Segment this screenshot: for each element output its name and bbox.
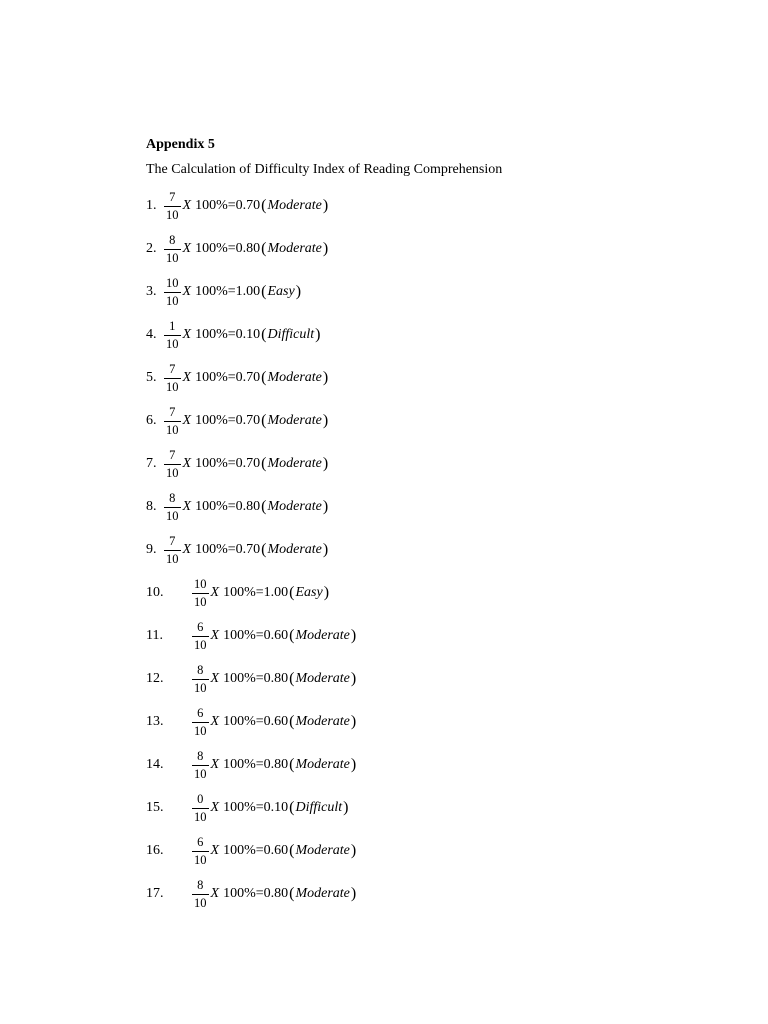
fraction bbox=[164, 191, 181, 221]
denominator: 10 bbox=[194, 680, 207, 695]
hundred: 100 bbox=[223, 757, 245, 772]
close-paren: ) bbox=[295, 283, 302, 300]
equation bbox=[192, 616, 357, 656]
result-value: 0.80 bbox=[263, 886, 289, 901]
difficulty-label: Moderate bbox=[295, 714, 350, 729]
result-value: 0.70 bbox=[235, 413, 261, 428]
calculation-row bbox=[0, 358, 768, 398]
fraction bbox=[192, 621, 209, 651]
numerator: 8 bbox=[197, 749, 204, 763]
hundred: 100 bbox=[195, 499, 217, 514]
denominator: 10 bbox=[194, 852, 207, 867]
calculation-row bbox=[0, 315, 768, 355]
hundred: 100 bbox=[195, 284, 217, 299]
open-paren: ( bbox=[261, 369, 267, 386]
open-paren: ( bbox=[289, 885, 295, 902]
open-paren: ( bbox=[289, 713, 295, 730]
percent-sign: % bbox=[244, 800, 256, 815]
times-symbol: X bbox=[182, 413, 192, 428]
fraction bbox=[164, 492, 181, 522]
appendix-heading: Appendix 5 bbox=[146, 137, 215, 152]
equals-sign: = bbox=[255, 585, 264, 600]
equals-sign: = bbox=[255, 886, 264, 901]
numerator: 7 bbox=[169, 190, 176, 204]
percent-sign: % bbox=[216, 413, 228, 428]
equation bbox=[164, 358, 329, 398]
equation bbox=[164, 530, 329, 570]
open-paren: ( bbox=[261, 283, 267, 300]
percent-sign: % bbox=[244, 886, 256, 901]
numerator: 10 bbox=[166, 276, 179, 290]
calculation-row bbox=[0, 788, 768, 828]
hundred: 100 bbox=[223, 628, 245, 643]
hundred: 100 bbox=[195, 542, 217, 557]
item-number: 9. bbox=[146, 542, 157, 557]
fraction bbox=[164, 406, 181, 436]
difficulty-label: Difficult bbox=[295, 800, 343, 815]
hundred: 100 bbox=[223, 800, 245, 815]
result-value: 0.80 bbox=[263, 671, 289, 686]
close-paren: ) bbox=[322, 412, 329, 429]
calculation-row bbox=[0, 616, 768, 656]
times-symbol: X bbox=[210, 671, 220, 686]
result-value: 0.10 bbox=[235, 327, 261, 342]
equation bbox=[192, 702, 357, 742]
percent-sign: % bbox=[216, 542, 228, 557]
open-paren: ( bbox=[261, 498, 267, 515]
numerator: 8 bbox=[169, 491, 176, 505]
times-symbol: X bbox=[210, 585, 220, 600]
calculation-row bbox=[0, 874, 768, 914]
hundred: 100 bbox=[195, 241, 217, 256]
calculation-row bbox=[0, 573, 768, 613]
percent-sign: % bbox=[216, 198, 228, 213]
close-paren: ) bbox=[315, 326, 321, 343]
calculation-row bbox=[0, 444, 768, 484]
close-paren: ) bbox=[350, 885, 357, 902]
times-symbol: X bbox=[210, 757, 220, 772]
hundred: 100 bbox=[195, 198, 217, 213]
equation bbox=[164, 487, 329, 527]
equation bbox=[192, 788, 349, 828]
calculation-row bbox=[0, 702, 768, 742]
denominator: 10 bbox=[194, 594, 207, 609]
hundred: 100 bbox=[223, 671, 245, 686]
numerator: 10 bbox=[194, 577, 207, 591]
difficulty-label: Moderate bbox=[267, 456, 322, 471]
calculation-row bbox=[0, 530, 768, 570]
open-paren: ( bbox=[289, 842, 295, 859]
times-symbol: X bbox=[182, 198, 192, 213]
percent-sign: % bbox=[216, 499, 228, 514]
equation bbox=[164, 272, 302, 312]
item-number: 8. bbox=[146, 499, 157, 514]
denominator: 10 bbox=[194, 723, 207, 738]
open-paren: ( bbox=[289, 756, 295, 773]
hundred: 100 bbox=[223, 585, 245, 600]
hundred: 100 bbox=[195, 327, 217, 342]
denominator: 10 bbox=[194, 637, 207, 652]
hundred: 100 bbox=[195, 413, 217, 428]
denominator: 10 bbox=[166, 465, 179, 480]
numerator: 0 bbox=[197, 792, 204, 806]
hundred: 100 bbox=[195, 456, 217, 471]
calculation-row bbox=[0, 745, 768, 785]
open-paren: ( bbox=[261, 197, 267, 214]
result-value: 0.60 bbox=[263, 843, 289, 858]
result-value: 0.80 bbox=[235, 499, 261, 514]
difficulty-label: Moderate bbox=[267, 241, 322, 256]
denominator: 10 bbox=[166, 336, 179, 351]
difficulty-label: Easy bbox=[295, 585, 323, 600]
denominator: 10 bbox=[166, 250, 179, 265]
calculation-row bbox=[0, 401, 768, 441]
numerator: 7 bbox=[169, 362, 176, 376]
percent-sign: % bbox=[244, 585, 256, 600]
fraction bbox=[192, 793, 209, 823]
item-number: 13. bbox=[146, 714, 164, 729]
close-paren: ) bbox=[322, 541, 329, 558]
denominator: 10 bbox=[194, 809, 207, 824]
fraction bbox=[192, 879, 209, 909]
result-value: 0.60 bbox=[263, 714, 289, 729]
fraction bbox=[164, 320, 181, 350]
item-number: 6. bbox=[146, 413, 157, 428]
hundred: 100 bbox=[223, 886, 245, 901]
percent-sign: % bbox=[216, 456, 228, 471]
close-paren: ) bbox=[322, 197, 329, 214]
denominator: 10 bbox=[166, 207, 179, 222]
times-symbol: X bbox=[210, 628, 220, 643]
result-value: 1.00 bbox=[235, 284, 261, 299]
times-symbol: X bbox=[210, 886, 220, 901]
percent-sign: % bbox=[244, 843, 256, 858]
times-symbol: X bbox=[210, 843, 220, 858]
numerator: 7 bbox=[169, 534, 176, 548]
result-value: 0.10 bbox=[263, 800, 289, 815]
numerator: 7 bbox=[169, 448, 176, 462]
times-symbol: X bbox=[210, 714, 220, 729]
item-number: 3. bbox=[146, 284, 157, 299]
equals-sign: = bbox=[255, 671, 264, 686]
fraction bbox=[192, 664, 209, 694]
fraction bbox=[192, 578, 209, 608]
fraction bbox=[164, 234, 181, 264]
percent-sign: % bbox=[244, 757, 256, 772]
equation bbox=[192, 745, 357, 785]
equation bbox=[164, 229, 329, 269]
equation bbox=[192, 659, 357, 699]
difficulty-label: Easy bbox=[267, 284, 295, 299]
close-paren: ) bbox=[350, 670, 357, 687]
equals-sign: = bbox=[227, 370, 236, 385]
denominator: 10 bbox=[194, 895, 207, 910]
item-number: 2. bbox=[146, 241, 157, 256]
close-paren: ) bbox=[350, 713, 357, 730]
open-paren: ( bbox=[261, 240, 267, 257]
equals-sign: = bbox=[255, 628, 264, 643]
fraction bbox=[164, 449, 181, 479]
percent-sign: % bbox=[216, 284, 228, 299]
fraction bbox=[192, 836, 209, 866]
fraction bbox=[164, 277, 181, 307]
difficulty-label: Moderate bbox=[295, 886, 350, 901]
fraction bbox=[164, 363, 181, 393]
result-value: 1.00 bbox=[263, 585, 289, 600]
equation bbox=[164, 444, 329, 484]
calculation-row bbox=[0, 659, 768, 699]
percent-sign: % bbox=[244, 628, 256, 643]
item-number: 10. bbox=[146, 585, 164, 600]
fraction bbox=[164, 535, 181, 565]
denominator: 10 bbox=[166, 508, 179, 523]
denominator: 10 bbox=[166, 551, 179, 566]
result-value: 0.70 bbox=[235, 456, 261, 471]
numerator: 6 bbox=[197, 620, 204, 634]
denominator: 10 bbox=[166, 422, 179, 437]
numerator: 1 bbox=[169, 319, 176, 333]
difficulty-label: Moderate bbox=[295, 757, 350, 772]
result-value: 0.80 bbox=[263, 757, 289, 772]
result-value: 0.70 bbox=[235, 542, 261, 557]
close-paren: ) bbox=[343, 799, 349, 816]
difficulty-label: Moderate bbox=[267, 198, 322, 213]
equation bbox=[192, 573, 330, 613]
numerator: 8 bbox=[169, 233, 176, 247]
item-number: 14. bbox=[146, 757, 164, 772]
calculation-row bbox=[0, 272, 768, 312]
times-symbol: X bbox=[182, 499, 192, 514]
difficulty-label: Moderate bbox=[295, 843, 350, 858]
open-paren: ( bbox=[261, 541, 267, 558]
appendix-subheading: The Calculation of Difficulty Index of Reading Comprehension bbox=[146, 162, 503, 177]
item-number: 12. bbox=[146, 671, 164, 686]
times-symbol: X bbox=[182, 327, 192, 342]
difficulty-label: Moderate bbox=[267, 499, 322, 514]
times-symbol: X bbox=[182, 370, 192, 385]
equals-sign: = bbox=[227, 542, 236, 557]
item-number: 17. bbox=[146, 886, 164, 901]
result-value: 0.80 bbox=[235, 241, 261, 256]
close-paren: ) bbox=[322, 455, 329, 472]
times-symbol: X bbox=[182, 284, 192, 299]
item-number: 7. bbox=[146, 456, 157, 471]
times-symbol: X bbox=[182, 241, 192, 256]
item-number: 11. bbox=[146, 628, 163, 643]
denominator: 10 bbox=[194, 766, 207, 781]
percent-sign: % bbox=[216, 370, 228, 385]
numerator: 8 bbox=[197, 878, 204, 892]
open-paren: ( bbox=[289, 627, 295, 644]
equals-sign: = bbox=[255, 800, 264, 815]
difficulty-label: Moderate bbox=[267, 370, 322, 385]
equals-sign: = bbox=[227, 284, 236, 299]
hundred: 100 bbox=[195, 370, 217, 385]
equation bbox=[164, 401, 329, 441]
open-paren: ( bbox=[261, 326, 267, 343]
item-number: 1. bbox=[146, 198, 157, 213]
item-number: 5. bbox=[146, 370, 157, 385]
item-number: 4. bbox=[146, 327, 157, 342]
open-paren: ( bbox=[289, 799, 295, 816]
result-value: 0.70 bbox=[235, 370, 261, 385]
open-paren: ( bbox=[261, 412, 267, 429]
times-symbol: X bbox=[210, 800, 220, 815]
denominator: 10 bbox=[166, 293, 179, 308]
difficulty-label: Difficult bbox=[267, 327, 315, 342]
hundred: 100 bbox=[223, 843, 245, 858]
hundred: 100 bbox=[223, 714, 245, 729]
denominator: 10 bbox=[166, 379, 179, 394]
close-paren: ) bbox=[323, 584, 330, 601]
equals-sign: = bbox=[227, 327, 236, 342]
fraction bbox=[192, 707, 209, 737]
open-paren: ( bbox=[289, 584, 295, 601]
equation bbox=[192, 874, 357, 914]
difficulty-label: Moderate bbox=[267, 413, 322, 428]
close-paren: ) bbox=[350, 756, 357, 773]
close-paren: ) bbox=[322, 498, 329, 515]
equals-sign: = bbox=[255, 843, 264, 858]
result-value: 0.70 bbox=[235, 198, 261, 213]
close-paren: ) bbox=[350, 842, 357, 859]
equals-sign: = bbox=[227, 198, 236, 213]
open-paren: ( bbox=[261, 455, 267, 472]
difficulty-label: Moderate bbox=[295, 628, 350, 643]
equals-sign: = bbox=[227, 456, 236, 471]
close-paren: ) bbox=[322, 369, 329, 386]
item-number: 15. bbox=[146, 800, 164, 815]
item-number: 16. bbox=[146, 843, 164, 858]
result-value: 0.60 bbox=[263, 628, 289, 643]
percent-sign: % bbox=[216, 327, 228, 342]
equation bbox=[192, 831, 357, 871]
equation bbox=[164, 315, 321, 355]
equals-sign: = bbox=[255, 757, 264, 772]
close-paren: ) bbox=[350, 627, 357, 644]
numerator: 6 bbox=[197, 835, 204, 849]
calculation-row bbox=[0, 229, 768, 269]
close-paren: ) bbox=[322, 240, 329, 257]
difficulty-label: Moderate bbox=[267, 542, 322, 557]
percent-sign: % bbox=[244, 714, 256, 729]
calculation-row bbox=[0, 831, 768, 871]
calculation-row bbox=[0, 186, 768, 226]
equals-sign: = bbox=[255, 714, 264, 729]
equation bbox=[164, 186, 329, 226]
numerator: 8 bbox=[197, 663, 204, 677]
numerator: 7 bbox=[169, 405, 176, 419]
times-symbol: X bbox=[182, 456, 192, 471]
times-symbol: X bbox=[182, 542, 192, 557]
percent-sign: % bbox=[216, 241, 228, 256]
percent-sign: % bbox=[244, 671, 256, 686]
open-paren: ( bbox=[289, 670, 295, 687]
difficulty-label: Moderate bbox=[295, 671, 350, 686]
equals-sign: = bbox=[227, 499, 236, 514]
numerator: 6 bbox=[197, 706, 204, 720]
equals-sign: = bbox=[227, 241, 236, 256]
calculation-row bbox=[0, 487, 768, 527]
fraction bbox=[192, 750, 209, 780]
equals-sign: = bbox=[227, 413, 236, 428]
